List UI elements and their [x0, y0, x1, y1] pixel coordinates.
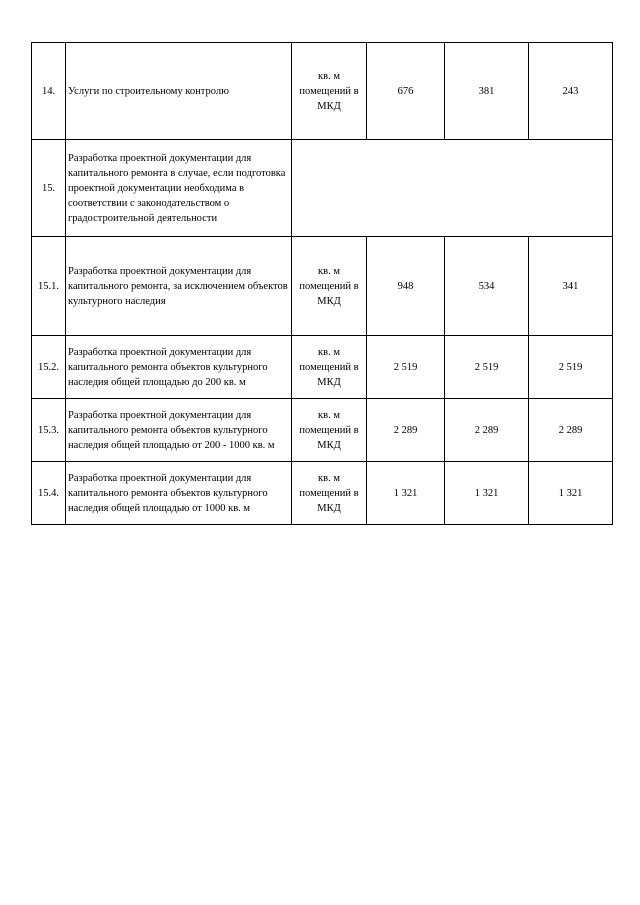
unit-cell: кв. м помещений в МКД	[292, 336, 367, 399]
unit-cell: кв. м помещений в МКД	[292, 43, 367, 140]
value-cell-2: 1 321	[445, 462, 529, 525]
value-cell-2: 381	[445, 43, 529, 140]
table-row	[32, 399, 613, 462]
table-row	[32, 336, 613, 399]
work-name: Разработка проектной документации для капитального ремонта в случае, если подготовка проектной документации необходима в соответствии с законодательством о градостроительной деятельности	[66, 140, 292, 237]
value-cell-1: 1 321	[367, 462, 445, 525]
unit-cell: кв. м помещений в МКД	[292, 399, 367, 462]
value-cell-1: 676	[367, 43, 445, 140]
row-number: 15.3.	[32, 399, 66, 462]
work-name: Разработка проектной документации для капитального ремонта, за исключением объектов культурного наследия	[66, 237, 292, 336]
value-cell-2: 2 519	[445, 336, 529, 399]
table-row	[32, 462, 613, 525]
unit-cell: кв. м помещений в МКД	[292, 237, 367, 336]
value-cell-3: 1 321	[529, 462, 613, 525]
value-cell-2: 2 289	[445, 399, 529, 462]
value-cell-3: 243	[529, 43, 613, 140]
row-number: 15.1.	[32, 237, 66, 336]
work-name: Разработка проектной документации для капитального ремонта объектов культурного наследия общей площадью от 200 - 1000 кв. м	[66, 399, 292, 462]
value-cell-2: 534	[445, 237, 529, 336]
value-cell-1: 948	[367, 237, 445, 336]
row-number: 14.	[32, 43, 66, 140]
row-number: 15.2.	[32, 336, 66, 399]
value-cell-1: 2 519	[367, 336, 445, 399]
row-number: 15.4.	[32, 462, 66, 525]
table-row	[32, 43, 613, 140]
value-cell-3: 2 519	[529, 336, 613, 399]
table-row	[32, 140, 613, 237]
value-cell-3: 2 289	[529, 399, 613, 462]
row-number: 15.	[32, 140, 66, 237]
work-name: Разработка проектной документации для капитального ремонта объектов культурного наследия общей площадью от 1000 кв. м	[66, 462, 292, 525]
work-name: Разработка проектной документации для капитального ремонта объектов культурного наследия общей площадью до 200 кв. м	[66, 336, 292, 399]
value-cell-1: 2 289	[367, 399, 445, 462]
value-cell-3: 341	[529, 237, 613, 336]
unit-cell: кв. м помещений в МКД	[292, 462, 367, 525]
merged-empty-cell	[292, 140, 613, 237]
work-name: Услуги по строительному контролю	[66, 43, 292, 140]
table-row	[32, 237, 613, 336]
tariff-table	[31, 42, 613, 525]
